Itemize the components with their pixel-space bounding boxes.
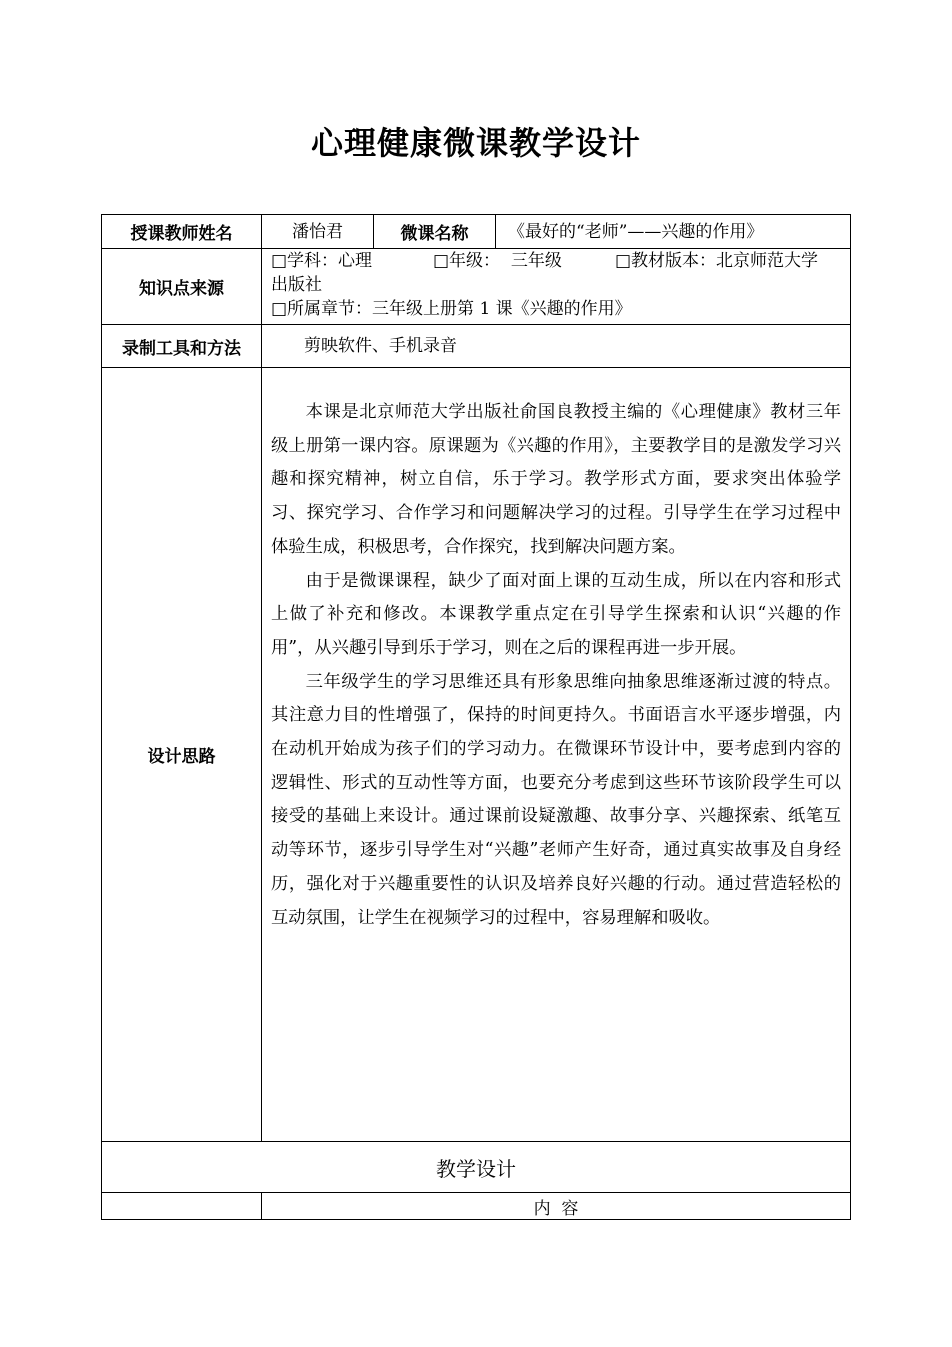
recording-tools-label: 录制工具和方法 [122, 338, 241, 359]
source-edition: □教材版本：北京师范大学 [615, 251, 819, 271]
recording-tools-value: 剪映软件、手机录音 [304, 336, 457, 356]
teacher-name-value: 潘怡君 [292, 221, 343, 242]
teacher-name-label: 授课教师姓名 [130, 224, 233, 244]
source-chapter: □所属章节：三年级上册第 1 课《兴趣的作用》 [271, 299, 632, 319]
course-name-label: 微课名称 [400, 224, 469, 244]
knowledge-source-label: 知识点来源 [139, 279, 224, 299]
source-edition-cont: 出版社 [271, 275, 322, 295]
design-idea-content [271, 396, 841, 1096]
design-paragraph: 三年级学生的学习思维还具有形象思维向抽象思维逐渐过渡的特点。其注意力目的性增强了，保持的时间更持久。书面语言水平逐步增强，内在动机开始成为孩子们的学习动力。在微课环节设计中，要考虑到内容的逻辑性、形式的互动性等方面，也要充分考虑到这些环节该阶段学生可以接受的基础上来设计。通过课前设疑激趣、故事分享、兴趣探索、纸笔互动等环节，逐步引导学生对“兴趣”老师产生好奇，通过真实故事及自身经历，强化对于兴趣重要性的认识及培养良好兴趣的行动。通过营造轻松的互动氛围，让学生在视频学习的过程中，容易理解和吸收。 [271, 671, 841, 928]
source-grade: □年级： 三年级 [433, 251, 562, 271]
page-title: 心理健康微课教学设计 [310, 124, 641, 162]
content-header: 内 容 [533, 1198, 579, 1219]
course-name-value: 《最好的“老师”——兴趣的作用》 [508, 221, 764, 242]
source-subject: □学科：心理 [271, 251, 373, 271]
teaching-design-header: 教学设计 [436, 1156, 516, 1181]
design-paragraph: 由于是微课课程，缺少了面对面上课的互动生成，所以在内容和形式上做了补充和修改。本课教学重点定在引导学生探索和认识“兴趣的作用”，从兴趣引导到乐于学习，则在之后的课程再进一步开展。 [271, 570, 841, 658]
design-idea-label: 设计思路 [147, 747, 216, 767]
knowledge-source-value [271, 250, 849, 324]
design-paragraph: 本课是北京师范大学出版社俞国良教授主编的《心理健康》教材三年级上册第一课内容。原课题为《兴趣的作用》，主要教学目的是激发学习兴趣和探究精神，树立自信，乐于学习。教学形式方面，要求突出体验学习、探究学习、合作学习和问题解决学习的过程。引导学生在学习过程中体验生成，积极思考，合作探究，找到解决问题方案。 [271, 402, 841, 557]
